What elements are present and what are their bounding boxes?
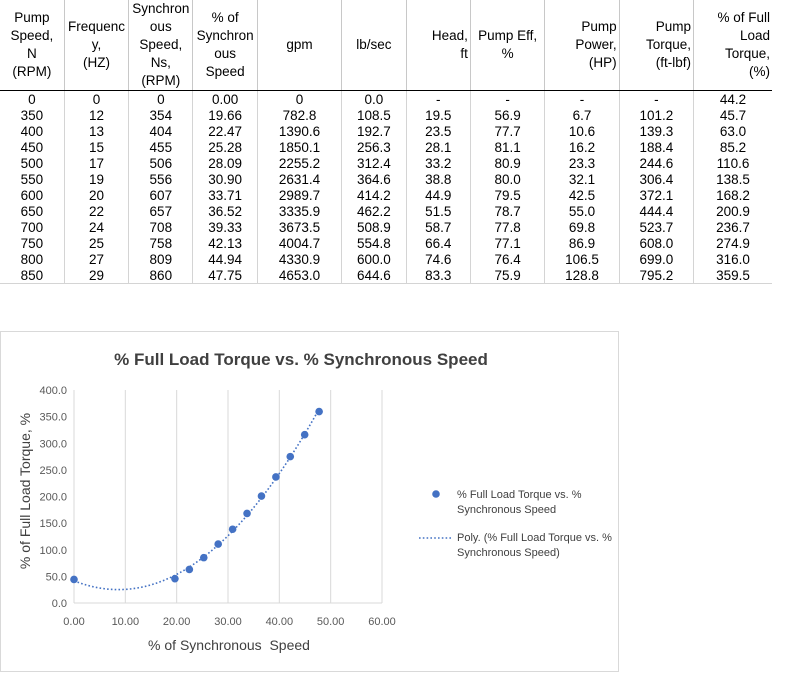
x-tick-label: 40.00 — [265, 616, 294, 628]
table-cell: 44.94 — [193, 251, 257, 267]
table-cell: 42.5 — [545, 187, 619, 203]
y-tick-label: 300.0 — [39, 438, 67, 451]
table-cell: 13 — [64, 123, 128, 139]
table-cell: 106.5 — [545, 251, 619, 267]
x-tick-label: 30.00 — [214, 616, 242, 628]
table-row — [0, 171, 772, 187]
table-cell: 28.1 — [406, 139, 470, 155]
table-row — [0, 155, 772, 171]
table-header-row — [0, 0, 772, 91]
table-cell: 45.7 — [719, 107, 747, 123]
table-cell: 708 — [129, 219, 193, 235]
x-tick-label: 20.00 — [162, 616, 191, 628]
table-cell: 20 — [64, 187, 128, 203]
table-cell: 550 — [0, 171, 64, 187]
y-tick-label: 50.0 — [45, 571, 67, 584]
table-cell: 36.52 — [193, 203, 257, 219]
table-cell: 168.2 — [716, 187, 750, 203]
table-cell: 4330.9 — [257, 251, 341, 267]
column-header: Head, ft — [406, 0, 470, 91]
table-cell: 77.8 — [470, 219, 544, 235]
torque-chart — [1, 332, 618, 671]
table-cell: 554.8 — [342, 235, 406, 251]
data-point — [214, 540, 222, 548]
table-cell: 56.9 — [470, 107, 544, 123]
table-cell: 86.9 — [545, 235, 619, 251]
table-cell: 600 — [0, 187, 64, 203]
x-tick-label: 0.00 — [63, 616, 85, 628]
data-point — [315, 408, 323, 416]
table-cell: 29 — [64, 267, 128, 284]
table-cell: 1390.6 — [257, 123, 341, 139]
table-cell: 316.0 — [716, 251, 750, 267]
table-cell: 25.28 — [193, 139, 257, 155]
y-axis-label: % of Full Load Torque, % — [17, 412, 33, 570]
y-tick-label: 0.0 — [51, 598, 67, 610]
table-cell: 42.13 — [193, 235, 257, 251]
legend-label: Poly. (% Full Load Torque vs. % — [457, 532, 612, 544]
table-cell: 19.66 — [193, 107, 257, 123]
table-cell: 0.0 — [342, 91, 406, 108]
table-cell: 444.4 — [619, 203, 693, 219]
table-cell: 80.0 — [470, 171, 544, 187]
table-cell: 508.9 — [342, 219, 406, 235]
column-header: gpm — [257, 0, 341, 91]
table-cell: 85.2 — [719, 139, 747, 155]
table-row — [0, 107, 772, 123]
legend — [419, 489, 612, 559]
table-cell: 359.5 — [694, 267, 772, 284]
table-cell: 274.9 — [716, 235, 750, 251]
table-row — [0, 267, 772, 284]
table-cell: 607 — [129, 187, 193, 203]
column-header: Synchron ous Speed, Ns, (RPM) — [129, 0, 193, 91]
table-cell: 414.2 — [342, 187, 406, 203]
table-cell: 450 — [0, 139, 64, 155]
data-point — [258, 492, 266, 500]
table-cell: 17 — [64, 155, 128, 171]
table-cell: 38.8 — [406, 171, 470, 187]
table-cell: 12 — [64, 107, 128, 123]
legend-marker — [432, 490, 440, 498]
table-cell: 108.5 — [342, 107, 406, 123]
table-cell: 0 — [257, 91, 341, 108]
table-cell: 15 — [64, 139, 128, 155]
table-cell: 51.5 — [406, 203, 470, 219]
table-cell: 758 — [129, 235, 193, 251]
table-cell: 74.6 — [406, 251, 470, 267]
y-tick-label: 350.0 — [39, 411, 67, 424]
data-point — [286, 453, 294, 461]
chart-title: % Full Load Torque vs. % Synchronous Speed — [114, 350, 488, 369]
table-cell: 33.2 — [406, 155, 470, 171]
table-cell: 139.3 — [619, 123, 693, 139]
x-tick-label: 10.00 — [111, 616, 140, 628]
y-tick-label: 400.0 — [39, 385, 67, 397]
table-cell: 128.8 — [545, 267, 619, 284]
table-cell: 350 — [0, 107, 64, 123]
table-cell: 10.6 — [545, 123, 619, 139]
table-cell: 25 — [64, 235, 128, 251]
table-cell: 4004.7 — [257, 235, 341, 251]
table-cell: 236.7 — [716, 219, 750, 235]
table-cell: 2255.2 — [257, 155, 341, 171]
table-cell: 58.7 — [406, 219, 470, 235]
table-cell: 55.0 — [545, 203, 619, 219]
table-cell: 19.5 — [406, 107, 470, 123]
table-cell: 400 — [0, 123, 64, 139]
table-cell: 32.1 — [545, 171, 619, 187]
data-point — [186, 566, 194, 574]
table-cell: 22.47 — [193, 123, 257, 139]
table-cell: 0 — [0, 91, 64, 108]
table-cell: 83.3 — [406, 267, 470, 284]
table-row — [0, 251, 772, 267]
y-tick-label: 200.0 — [39, 491, 67, 504]
table-cell: 364.6 — [342, 171, 406, 187]
data-point — [272, 473, 280, 481]
table-cell: 795.2 — [619, 267, 693, 284]
table-row — [0, 91, 772, 108]
table-row — [0, 203, 772, 219]
table-cell: 39.33 — [193, 219, 257, 235]
table-row — [0, 187, 772, 203]
table-cell: 800 — [0, 251, 64, 267]
table-cell: 354 — [129, 107, 193, 123]
table-cell: 63.0 — [719, 123, 747, 139]
table-cell: - — [470, 91, 544, 108]
x-tick-label: 50.00 — [316, 616, 345, 628]
data-point — [243, 510, 251, 518]
table-cell: 30.90 — [193, 171, 257, 187]
table-cell: 699.0 — [619, 251, 693, 267]
table-cell: 782.8 — [257, 107, 341, 123]
table-cell: 22 — [64, 203, 128, 219]
y-tick-label: 250.0 — [39, 464, 67, 477]
table-cell: 809 — [129, 251, 193, 267]
table-cell: 44.9 — [406, 187, 470, 203]
table-cell: 256.3 — [342, 139, 406, 155]
table-cell: 101.2 — [619, 107, 693, 123]
table-cell: 19 — [64, 171, 128, 187]
table-row — [0, 235, 772, 251]
table-row — [0, 219, 772, 235]
table-cell: 76.4 — [470, 251, 544, 267]
table-cell: 77.1 — [470, 235, 544, 251]
table-cell: 138.5 — [716, 171, 750, 187]
table-cell: 77.7 — [470, 123, 544, 139]
table-cell: 188.4 — [619, 139, 693, 155]
table-cell: 200.9 — [716, 203, 750, 219]
table-cell: 523.7 — [619, 219, 693, 235]
table-cell: 650 — [0, 203, 64, 219]
table-cell: 6.7 — [545, 107, 619, 123]
data-point — [301, 431, 309, 439]
table-cell: 78.7 — [470, 203, 544, 219]
table-row — [0, 139, 772, 155]
column-header: % of Full Load Torque, (%) — [694, 0, 772, 91]
table-cell: 16.2 — [545, 139, 619, 155]
data-point — [200, 554, 208, 562]
table-cell: 506 — [129, 155, 193, 171]
table-cell: 0 — [64, 91, 128, 108]
table-cell: 462.2 — [342, 203, 406, 219]
column-header: Frequenc y, (HZ) — [64, 0, 128, 91]
table-cell: 2989.7 — [257, 187, 341, 203]
table-cell: 80.9 — [470, 155, 544, 171]
table-cell: 1850.1 — [257, 139, 341, 155]
legend-label: % Full Load Torque vs. % — [457, 489, 582, 501]
x-tick-label: 60.00 — [368, 616, 396, 628]
table-cell: 500 — [0, 155, 64, 171]
table-cell: 75.9 — [470, 267, 544, 284]
table-cell: 110.6 — [716, 155, 750, 171]
pump-data-table — [0, 0, 772, 284]
table-cell: 2631.4 — [257, 171, 341, 187]
table-cell: 47.75 — [193, 267, 257, 284]
table-cell: 750 — [0, 235, 64, 251]
table-cell: 600.0 — [342, 251, 406, 267]
table-cell: 0 — [129, 91, 193, 108]
table-cell: 455 — [129, 139, 193, 155]
table-cell: 79.5 — [470, 187, 544, 203]
trendline — [74, 409, 319, 590]
table-cell: 404 — [129, 123, 193, 139]
column-header: % of Synchron ous Speed — [193, 0, 257, 91]
table-cell: - — [545, 91, 619, 108]
table-cell: 23.5 — [406, 123, 470, 139]
data-point — [229, 525, 237, 533]
table-cell: 66.4 — [406, 235, 470, 251]
table-cell: 69.8 — [545, 219, 619, 235]
y-tick-label: 100.0 — [39, 544, 67, 557]
table-row — [0, 123, 772, 139]
table-cell: 192.7 — [342, 123, 406, 139]
table-cell: 44.2 — [719, 91, 747, 107]
table-cell: 0.00 — [193, 91, 257, 108]
table-cell: 306.4 — [619, 171, 693, 187]
table-cell: - — [619, 91, 693, 108]
table-cell: - — [406, 91, 470, 108]
data-point — [70, 576, 78, 584]
chart-area — [0, 331, 619, 672]
table-cell: 312.4 — [342, 155, 406, 171]
table-cell: 244.6 — [619, 155, 693, 171]
column-header: lb/sec — [342, 0, 406, 91]
x-axis-label: % of Synchronous Speed — [148, 637, 310, 653]
table-cell: 850 — [0, 267, 64, 284]
column-header: Pump Torque, (ft-lbf) — [619, 0, 693, 91]
table-cell: 860 — [129, 267, 193, 284]
table-cell: 28.09 — [193, 155, 257, 171]
legend-label: Synchronous Speed — [457, 504, 557, 516]
y-tick-label: 150.0 — [39, 518, 67, 531]
table-cell: 23.3 — [545, 155, 619, 171]
column-header: Pump Speed, N (RPM) — [0, 0, 64, 91]
table-cell: 644.6 — [342, 267, 406, 284]
column-header: Pump Power, (HP) — [545, 0, 619, 91]
table-cell: 24 — [64, 219, 128, 235]
table-cell: 81.1 — [470, 139, 544, 155]
column-header: Pump Eff, % — [470, 0, 544, 91]
table-cell: 3673.5 — [257, 219, 341, 235]
table-cell: 4653.0 — [257, 267, 341, 284]
table-cell: 372.1 — [619, 187, 693, 203]
table-cell: 27 — [64, 251, 128, 267]
data-point — [171, 575, 179, 583]
table-cell: 608.0 — [619, 235, 693, 251]
table-cell: 33.71 — [193, 187, 257, 203]
legend-label: Synchronous Speed) — [457, 547, 560, 559]
table-cell: 3335.9 — [257, 203, 341, 219]
table-cell: 657 — [129, 203, 193, 219]
table-cell: 700 — [0, 219, 64, 235]
table-cell: 556 — [129, 171, 193, 187]
